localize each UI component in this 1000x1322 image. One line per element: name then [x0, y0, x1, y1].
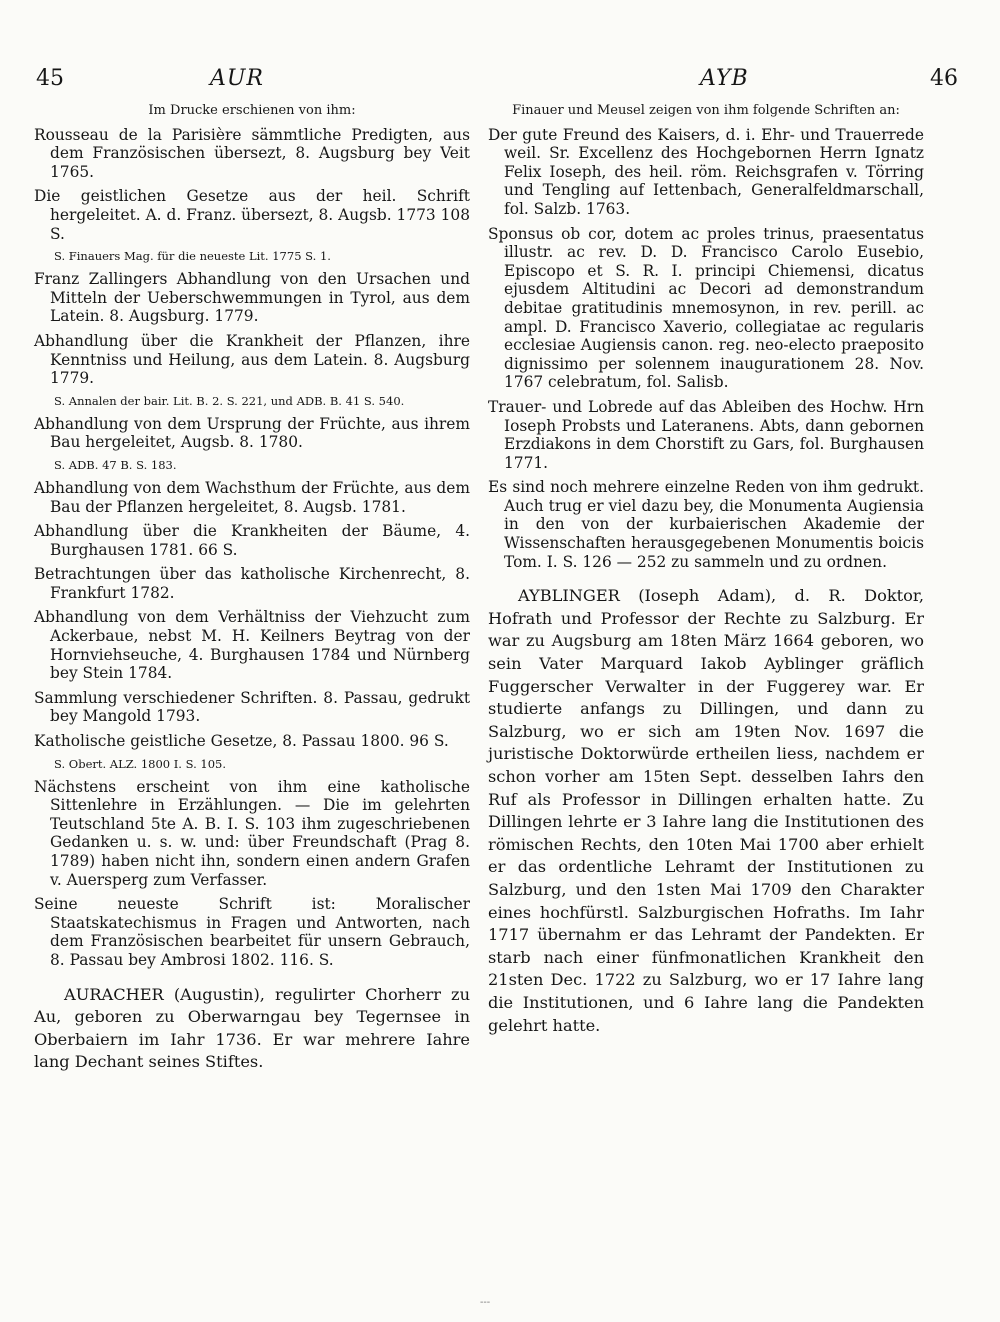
bibliography-note: S. Finauers Mag. für die neueste Lit. 1775 S. 1. [54, 249, 331, 264]
header-right: AYB [700, 66, 749, 91]
bibliography-entry: Abhandlung über die Krankheiten der Bäume, 4. Burghausen 1781. 66 S. [34, 522, 470, 559]
left-subheading: Im Drucke erschienen von ihm: [148, 103, 356, 118]
bibliography-entry: Die geistlichen Gesetze aus der heil. Schrift hergeleitet. A. d. Franz. übersezt, 8. Augsb. 1773 108 S. [34, 187, 470, 243]
bibliography-entry: Sammlung verschiedener Schriften. 8. Passau, gedrukt bey Mangold 1793. [34, 688, 470, 726]
bibliography-entry: Es sind noch mehrere einzelne Reden von ihm gedrukt. Auch trug er viel dazu bey, die Monumenta Augiensia in den von der kurbaierischen Akademie der Wissenschaften herausgegebenen Monumentis boicis Tom. I. S. 126 — 252 zu sammeln und zu ordnen. [488, 478, 924, 571]
right-subheading: Finauer und Meusel zeigen von ihm folgende Schriften an: [512, 103, 900, 118]
bibliography-entry: Sponsus ob cor, dotem ac proles trinus, praesentatus illustr. ac rev. D. D. Francisco Carolo Eusebio, Episcopo et S. R. I. principi Chiemensi, dicatus ejusdem Altitudini ac Decori ad demonstrandum debitae gratitudinis mnemosynon, in rev. perill. ac ampl. D. Francisco Xaverio, collegiatae ac regularis ecclesiae Augiensis canon. reg. neo-electo praeposito dignissimo per solennem inaugurationem 28. Nov. 1767 celebratum, fol. Salisb. [488, 224, 924, 392]
bibliography-entry: Seine neueste Schrift ist: Moralischer Staatskatechismus in Fragen und Antworten, nach dem Französischen bearbeitet für unsern Gebrauch, 8. Passau bey Ambrosi 1802. 116. S. [34, 895, 470, 969]
footer-mark: --- [480, 1297, 491, 1308]
bibliography-entry: Betrachtungen über das katholische Kirchenrecht, 8. Frankfurt 1782. [34, 565, 470, 602]
bibliography-note: S. Obert. ALZ. 1800 I. S. 105. [54, 756, 227, 771]
bibliography-entry: Abhandlung über die Krankheit der Pflanzen, ihre Kenntniss und Heilung, aus dem Latein. 8. Augsburg 1779. [34, 331, 470, 388]
bibliography-entry: Trauer- und Lobrede auf das Ableiben des Hochw. Hrn Ioseph Probsts und Lateranens. Abts, dann gebornen Erzdiakons in dem Chorstift zu Gars, fol. Burghausen 1771. [488, 397, 924, 472]
biography-auracher: AURACHER (Augustin), regulirter Chorherr zu Au, geboren zu Oberwarngau bey Tegernsee in Oberbaiern im Iahr 1736. Er war mehrere Iahre lang Dechant seines Stiftes. [34, 984, 470, 1072]
header-left: AUR [210, 66, 264, 91]
biography-ayblinger: AYBLINGER (Ioseph Adam), d. R. Doktor, Hofrath und Professor der Rechte zu Salzburg. Er war zu Augsburg am 18ten März 1664 geboren, wo sein Vater Marquard Iakob Ayblinger gräflich Fuggerscher Verwalter in der Fuggerey war. Er studierte anfangs zu Dillingen, und dann zu Salzburg, wo er sich am 19ten Nov. 1697 die juristische Doktorwürde ertheilen liess, nachdem er schon vorher am 15ten Sept. desselben Iahrs den Ruf als Professor in Dillingen erhalten hatte. Zu Dillingen lehrte er 3 Iahre lang die Institutionen des römischen Rechts, den 10ten Mai 1700 aber erhielt er das ordentliche Lehramt der Institutionen zu Salzburg, und den 1sten Mai 1709 den Charakter eines hochfürstl. Salzburgischen Hofraths. Im Iahr 1717 übernahm er das Lehramt der Pandekten. Er starb nach einer fünfmonatlichen Krankheit den 21sten Dec. 1722 zu Salzburg, wo er 17 Iahre lang die Institutionen, und 6 Iahre lang die Pandekten gelehrt hatte. [488, 586, 924, 1035]
bibliography-entry: Abhandlung von dem Ursprung der Früchte, aus ihrem Bau hergeleitet, Augsb. 8. 1780. [34, 414, 470, 452]
bibliography-entry: Nächstens erscheint von ihm eine katholische Sittenlehre in Erzählungen. — Die im gelehrten Teutschland 5te A. B. I. S. 103 ihm zugeschriebenen Gedanken u. s. w. und: über Freundschaft (Prag 8. 1789) haben nicht ihn, sondern einen andern Grafen v. Auersperg zum Verfasser. [34, 777, 470, 889]
bibliography-note: S. ADB. 47 B. S. 183. [54, 457, 177, 472]
page-number-right: 46 [930, 66, 958, 91]
page-number-left: 45 [36, 66, 64, 91]
bibliography-entry: Abhandlung von dem Wachsthum der Früchte, aus dem Bau der Pflanzen hergeleitet, 8. Augsb. 1781. [34, 478, 470, 516]
running-header [0, 66, 1000, 96]
bibliography-entry: Katholische geistliche Gesetze, 8. Passau 1800. 96 S. [34, 732, 449, 751]
left-column [34, 102, 470, 1074]
bibliography-entry: Rousseau de la Parisière sämmtliche Predigten, aus dem Französischen übersezt, 8. Augsburg bey Veit 1765. [34, 125, 470, 181]
bibliography-entry: Der gute Freund des Kaisers, d. i. Ehr- und Trauerrede weil. Sr. Excellenz des Hochgebornen Herrn Ignatz Felix Ioseph, des heil. röm. Reichsgrafen v. Törring und Tengling auf Iettenbach, Generalfeldmarschall, fol. Salzb. 1763. [488, 125, 924, 218]
bibliography-entry: Franz Zallingers Abhandlung von den Ursachen und Mitteln der Ueberschwemmungen in Tyrol, aus dem Latein. 8. Augsburg. 1779. [34, 270, 470, 326]
bibliography-entry: Abhandlung von dem Verhältniss der Viehzucht zum Ackerbaue, nebst M. H. Keilners Beytrag von der Hornviehseuche, 4. Burghausen 1784 und Nürnberg bey Stein 1784. [34, 608, 470, 683]
bibliography-note: S. Annalen der bair. Lit. B. 2. S. 221, und ADB. B. 41 S. 540. [54, 393, 405, 408]
right-column [488, 102, 924, 1037]
